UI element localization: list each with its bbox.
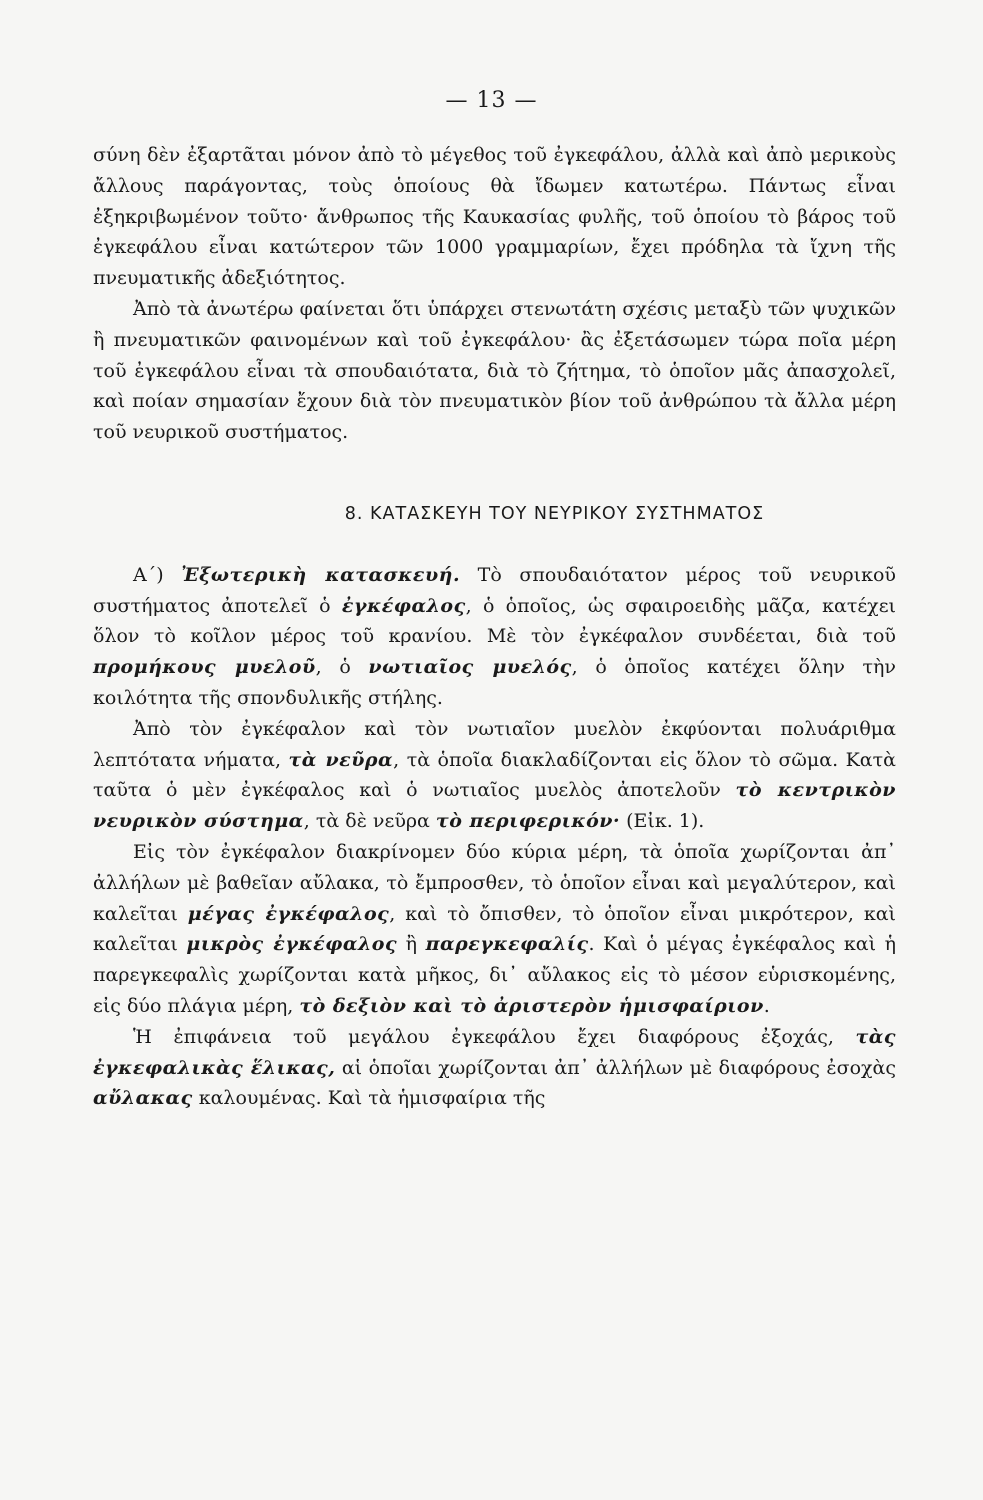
paragraph-1: σύνη δὲν ἐξαρτᾶται μόνον ἀπὸ τὸ μέγεθος τοῦ ἐγκεφάλου, ἀλλὰ καὶ ἀπὸ μερικοὺς ἄλλους παράγοντας, τοὺς ὁποίους θὰ ἴδωμεν κατωτέρω. Πάντως εἶναι ἐξηκριβωμένον τοῦτο· ἄνθρωπος τῆς Καυκασίας φυλῆς, τοῦ ὁποίου τὸ βάρος τοῦ ἐγκεφάλου εἶναι κατώτερον τῶν 1000 γραμμαρίων, ἔχει πρόδηλα τὰ ἴχνη τῆς πνευματικῆς ἀδεξιότητος.: [93, 144, 896, 290]
section-heading: 8. ΚΑΤΑΣΚΕΥΗ ΤΟΥ ΝΕΥΡΙΚΟΥ ΣΥΣΤΗΜΑΤΟΣ: [344, 503, 765, 524]
emphasis-term: αὔλακας: [93, 1087, 193, 1110]
text-run: (Εἰκ. 1).: [620, 810, 705, 833]
text-run: ἢ: [397, 933, 426, 956]
text-run: , καὶ τὸ ὄπισθεν, τὸ ὁποῖον εἶναι μικρότερον, καὶ καλεῖται: [93, 902, 896, 956]
text-run: Εἰς τὸν ἐγκέφαλον διακρίνομεν δύο κύρια μέρη, τὰ ὁποῖα χωρίζονται ἀπ᾽ ἀλλήλων μὲ βαθεῖαν αὔλακα, τὸ ἔμπροσθεν, τὸ ὁποῖον εἶναι καὶ μεγαλύτερον, καὶ καλεῖται: [93, 840, 896, 925]
emphasis-term: τὰς ἐγκεφαλικὰς ἕλικας,: [93, 1025, 896, 1079]
text-run: , ὁ ὁποῖος, ὡς σφαιροειδὴς μᾶζα, κατέχει ὅλον τὸ κοῖλον μέρος τοῦ κρανίου. Μὲ τὸν ἐγκέφαλον συνδέεται, διὰ τοῦ: [93, 594, 896, 648]
emphasis-term: παρεγκεφαλίς: [425, 933, 589, 956]
page-number: — 13 —: [445, 88, 538, 113]
emphasis-term: τὸ κεντρικὸν νευρικὸν σύστημα: [93, 779, 896, 833]
emphasis-term: ἐγκέφαλος: [341, 594, 466, 617]
text-run: , τὰ δὲ νεῦρα: [303, 810, 436, 833]
text-run: . Καὶ ὁ μέγας ἐγκέφαλος καὶ ἡ παρεγκεφαλὶς χωρίζονται κατὰ μῆκος, δι᾽ αὔλακος εἰς τὸ μέσον εὑρισκομένης, εἰς δύο πλάγια μέρη,: [93, 933, 897, 1017]
emphasis-term: μέγας ἐγκέφαλος: [187, 902, 390, 925]
text-run: Α΄): [133, 563, 182, 586]
paragraph-4: [93, 714, 896, 837]
text-run: Ἡ ἐπιφάνεια τοῦ μεγάλου ἐγκεφάλου ἔχει διαφόρους ἐξοχάς,: [133, 1025, 856, 1048]
emphasis-term: νωτιαῖος μυελός: [368, 656, 572, 679]
text-run: .: [763, 994, 770, 1017]
emphasis-term: τὸ δεξιὸν καὶ τὸ ἀριστερὸν ἡμισφαίριον: [299, 994, 764, 1017]
text-run: Τὸ σπουδαιότατον μέρος τοῦ νευρικοῦ συστήματος ἀποτελεῖ ὁ: [93, 563, 896, 617]
emphasis-term: τὰ νεῦρα: [288, 748, 394, 771]
text-run: , τὰ ὁποῖα διακλαδίζονται εἰς ὅλον τὸ σῶμα. Κατὰ ταῦτα ὁ μὲν ἐγκέφαλος καὶ ὁ νωτιαῖος μυελὸς ἀποτελοῦν: [93, 748, 896, 802]
emphasis-term: μικρὸς ἐγκέφαλος: [186, 933, 398, 956]
text-run: , ὁ: [315, 656, 369, 679]
emphasis-term: Ἐξωτερικὴ κατασκευή.: [181, 563, 461, 586]
text-run: Ἀπὸ τὸν ἐγκέφαλον καὶ τὸν νωτιαῖον μυελὸν ἐκφύονται πολυάριθμα λεπτότατα νήματα,: [93, 717, 896, 771]
paragraph-6: [93, 1022, 896, 1114]
page-body: [93, 140, 896, 1114]
text-run: αἱ ὁποῖαι χωρίζονται ἀπ᾽ ἀλλήλων μὲ διαφόρους ἐσοχὰς: [335, 1056, 896, 1079]
emphasis-term: τὸ περιφερικόν·: [435, 810, 621, 833]
paragraph-3: [93, 560, 896, 714]
text-run: , ὁ ὁποῖος κατέχει ὅλην τὴν κοιλότητα τῆς σπονδυλικῆς στήλης.: [93, 656, 896, 709]
emphasis-term: προμήκους μυελοῦ: [93, 656, 316, 679]
paragraph-2: Ἀπὸ τὰ ἀνωτέρω φαίνεται ὅτι ὑπάρχει στενωτάτη σχέσις μεταξὺ τῶν ψυχικῶν ἢ πνευματικῶν φαινομένων καὶ τοῦ ἐγκεφάλου· ἂς ἐξετάσωμεν τώρα ποῖα μέρη τοῦ ἐγκεφάλου εἶναι τὰ σπουδαιότατα, διὰ τὸ ζήτημα, τὸ ὁποῖον μᾶς ἀπασχολεῖ, καὶ ποίαν σημασίαν ἔχουν διὰ τὸν πνευματικὸν βίον τοῦ ἀνθρώπου τὰ ἄλλα μέρη τοῦ νευρικοῦ συστήματος.: [93, 297, 896, 444]
paragraph-5: [93, 837, 896, 1022]
text-run: καλουμένας. Καὶ τὰ ἡμισφαίρια τῆς: [192, 1087, 546, 1110]
